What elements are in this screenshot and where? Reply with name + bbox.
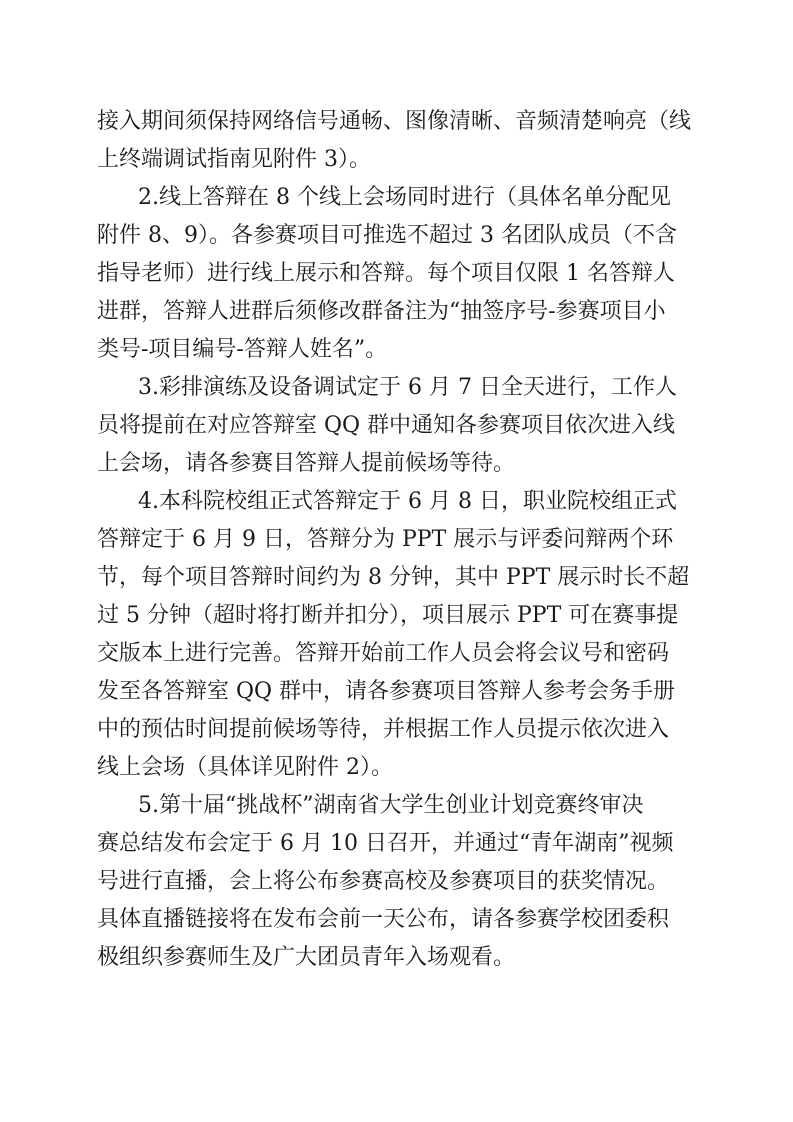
text-line	[0, 748, 793, 788]
text-line-content: 发至各答辩室 QQ 群中，请各参赛项目答辩人参考会务手册	[97, 679, 676, 704]
text-line	[0, 254, 793, 294]
text-line	[0, 216, 793, 256]
paragraph-3-start	[0, 368, 793, 408]
text-line-content: 3.彩排演练及设备调试定于 6 月 7 日全天进行，工作人	[138, 375, 677, 400]
text-line	[0, 406, 793, 446]
text-line-content: 节，每个项目答辩时间约为 8 分钟，其中 PPT 展示时长不超	[97, 565, 690, 590]
paragraph-4-start	[0, 482, 793, 522]
text-line	[0, 938, 793, 978]
text-line-content: 进群，答辩人进群后须修改群备注为“抽签序号-参赛项目小	[97, 299, 666, 324]
text-line-content: 极组织参赛师生及广大团员青年入场观看。	[97, 945, 516, 970]
text-line-content: 线上会场（具体详见附件 2）。	[97, 755, 393, 780]
text-line-content: 上终端调试指南见附件 3）。	[97, 147, 371, 172]
paragraph-5-start	[0, 786, 793, 826]
text-line	[0, 634, 793, 674]
text-line-content: 接入期间须保持网络信号通畅、图像清晰、音频清楚响亮（线	[97, 109, 692, 134]
text-line	[0, 444, 793, 484]
text-line-content: 4.本科院校组正式答辩定于 6 月 8 日，职业院校组正式	[138, 489, 677, 514]
text-line	[0, 330, 793, 370]
text-line-content: 中的预估时间提前候场等待，并根据工作人员提示依次进入	[97, 717, 670, 742]
text-line-content: 员将提前在对应答辩室 QQ 群中通知各参赛项目依次进入线	[97, 413, 676, 438]
text-line	[0, 900, 793, 940]
text-line-content: 指导老师）进行线上展示和答辩。每个项目仅限 1 名答辩人	[97, 261, 675, 286]
text-line	[0, 710, 793, 750]
text-line	[0, 520, 793, 560]
text-line-content: 上会场，请各参赛目答辩人提前候场等待。	[97, 451, 516, 476]
text-line	[0, 292, 793, 332]
text-line-content: 类号-项目编号-答辩人姓名”。	[97, 337, 388, 362]
text-line	[0, 862, 793, 902]
text-line	[0, 596, 793, 636]
text-line	[0, 140, 793, 180]
text-line-content: 5.第十届“挑战杯”湖南省大学生创业计划竞赛终审决	[138, 793, 644, 818]
text-line-content: 具体直播链接将在发布会前一天公布，请各参赛学校团委积	[97, 907, 670, 932]
text-line-content: 附件 8、9）。各参赛项目可推选不超过 3 名团队成员（不含	[97, 223, 677, 248]
text-line-content: 答辩定于 6 月 9 日，答辩分为 PPT 展示与评委问辩两个环	[97, 527, 674, 552]
text-line-content: 交版本上进行完善。答辩开始前工作人员会将会议号和密码	[97, 641, 670, 666]
text-line-content: 2.线上答辩在 8 个线上会场同时进行（具体名单分配见	[138, 185, 671, 210]
text-line-content: 过 5 分钟（超时将打断并扣分），项目展示 PPT 可在赛事提	[97, 603, 679, 628]
text-line	[0, 558, 793, 598]
text-line-content: 赛总结发布会定于 6 月 10 日召开，并通过“青年湖南”视频	[97, 831, 674, 856]
text-line	[0, 672, 793, 712]
paragraph-2-start	[0, 178, 793, 218]
text-line-content: 号进行直播，会上将公布参赛高校及参赛项目的获奖情况。	[97, 869, 670, 894]
text-line	[0, 824, 793, 864]
text-line	[0, 102, 793, 142]
